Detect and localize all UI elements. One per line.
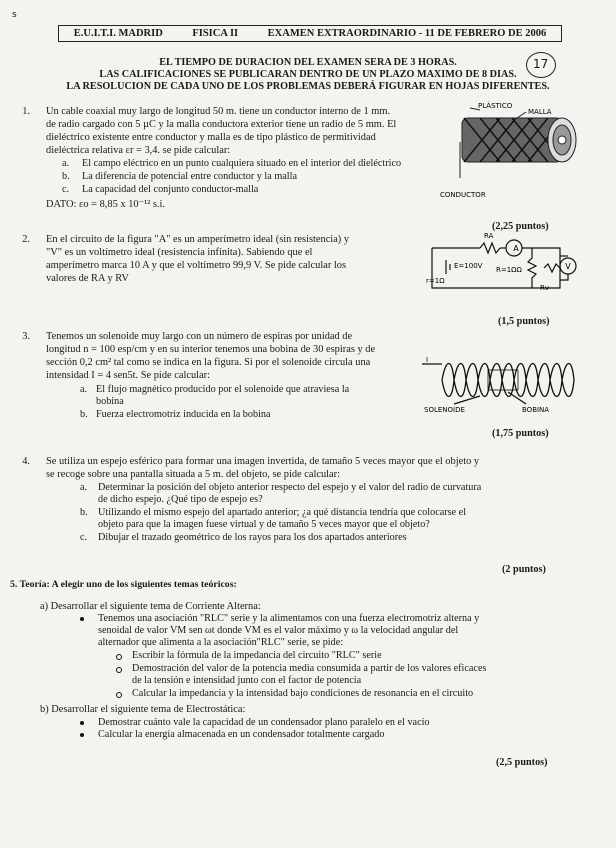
q1-line-1: Un cable coaxial muy largo de longitud 50 m. tiene un conductor interno de 1 mm.	[46, 106, 391, 117]
ra-label: RA	[484, 232, 494, 240]
q2-points: (2,25 puntos)	[492, 221, 549, 232]
q1-number: 1.	[22, 106, 30, 117]
q3-item-a: El flujo magnético producido por el solenoide que atraviesa la	[96, 384, 350, 395]
solenoide-label: SOLENOIDE	[424, 406, 465, 414]
intro-line-3: LA RESOLUCION DE CADA UNO DE LOS PROBLEMAS DEBERÁ FIGURAR EN HOJAS DIFERENTES.	[66, 81, 550, 92]
q2-number: 2.	[22, 234, 30, 245]
ammeter-label: A	[513, 244, 519, 253]
load-r-label: R=1ΩΩ	[496, 266, 522, 274]
solenoid-figure	[418, 352, 590, 422]
circuit-figure	[420, 228, 580, 302]
q1-item-a-letter: a.	[62, 158, 70, 169]
q1-line-2: de radio cargado con 5 µC y la malla conductora exterior tiene un radio de 5 mm. El	[46, 119, 397, 130]
bullet-circle-icon	[116, 654, 122, 660]
q3-points: (1,75 puntos)	[492, 428, 549, 439]
q5-a-text-3: alternador que alimenta a la asociación"RLC" serie, se pide:	[98, 637, 344, 648]
bullet-circle-icon	[116, 692, 122, 698]
q5-b-bullet-1: Demostrar cuánto vale la capacidad de un condensador plano paralelo en el vacío	[98, 717, 430, 728]
q5-b-bullet-2: Calcular la energía almacenada en un condensador totalmente cargado	[98, 729, 385, 740]
bullet-circle-icon	[116, 667, 122, 673]
q1-dato: DATO: εo = 8,85 x 10⁻¹² s.i.	[46, 199, 166, 210]
voltmeter-label: V	[565, 262, 571, 271]
q4-item-b-cont: objeto para que la imagen fuese virtual y de tamaño 5 veces mayor que el objeto?	[98, 519, 430, 530]
q3-line-3: sección 0,2 cm² tal como se indica en la figura. Si por el solenoide circula una	[46, 357, 371, 368]
page-number: 17	[533, 57, 549, 71]
q4-line-1: Se utiliza un espejo esférico para formar una imagen invertida, de tamaño 5 veces mayor que el objeto y	[46, 456, 480, 467]
q1-item-a: El campo eléctrico en un punto cualquiera situado en el interior del dieléctrico	[82, 158, 402, 169]
exam-header	[58, 25, 562, 42]
current-label: I	[426, 356, 429, 364]
q5-points: (2,5 puntos)	[496, 757, 548, 768]
rv-label: Rv	[540, 284, 550, 292]
q3-item-a-letter: a.	[80, 384, 88, 395]
q2-line-1: En el circuito de la figura "A" es un amperímetro ideal (sin resistencia) y	[46, 234, 350, 245]
q5-a-sub-2: Demostración del valor de la potencia media consumida a partir de los valores eficaces	[132, 663, 487, 674]
q2-line-2: "V" es un voltímetro ideal (resistencia infinita). Sabiendo que el	[46, 247, 313, 258]
bullet-dot-icon	[80, 617, 84, 621]
intro-line-1: EL TIEMPO DE DURACION DEL EXAMEN SERA DE 3 HORAS.	[159, 57, 457, 68]
q4-item-a-cont: de dicho espejo. ¿Qué tipo de espejo es?	[98, 494, 263, 505]
q3-item-b-letter: b.	[80, 409, 88, 420]
coaxial-cable-figure	[440, 96, 590, 200]
q4-item-b-letter: b.	[80, 507, 88, 518]
q1-item-b-letter: b.	[62, 171, 70, 182]
q1-line-3: dieléctrico existente entre conductor y malla es de tipo plástico de permitividad	[46, 132, 376, 143]
plastico-label: PLÁSTICO	[478, 102, 513, 110]
malla-label: MALLA	[528, 108, 552, 116]
q5-a-text-2: senoidal de valor VM sen ωt donde VM es el valor máximo y ω la velocidad angular del	[98, 625, 459, 636]
intro-line-2: LAS CALIFICACIONES SE PUBLICARAN DENTRO DE UN PLAZO MAXIMO DE 8 DIAS.	[99, 69, 517, 80]
bullet-dot-icon	[80, 733, 84, 737]
bobina-label: BOBINA	[522, 406, 550, 414]
q1-line-4: dieléctrica relativa εr = 3,4. se pide calcular:	[46, 145, 231, 156]
q4-points: (2 puntos)	[502, 564, 546, 575]
q5-a-sub-3: Calcular la impedancia y la intensidad bajo condiciones de resonancia en el circuito	[132, 688, 474, 699]
q4-item-c: Dibujar el trazado geométrico de los rayos para los dos apartados anteriores	[98, 532, 407, 543]
q4-item-b: Utilizando el mismo espejo del apartado anterior; ¿a qué distancia tendría que colocarse el	[98, 507, 467, 518]
school-name: E.U.I.T.I. MADRID	[73, 28, 163, 39]
q1-item-c: La capacidad del conjunto conductor-malla	[82, 184, 259, 195]
q3-item-a-cont: bobina	[96, 396, 124, 407]
q3-line-4: intensidad I = 4 sen5t. Se pide calcular:	[46, 370, 210, 381]
q5-a-sub-2-cont: de la tensión e intensidad junto con el factor de potencia	[132, 675, 362, 686]
q2-line-4: valores de RA y RV	[46, 273, 129, 284]
corner-mark: s	[12, 10, 17, 20]
q5-title: 5. Teoría: A elegir uno de los siguientes temas teóricos:	[10, 579, 237, 590]
q4-item-a: Determinar la posición del objeto anterior respecto del espejo y el valor del radio de curvatura	[98, 482, 482, 493]
q2-points-after: (1,5 puntos)	[498, 316, 550, 327]
q1-item-c-letter: c.	[62, 184, 70, 195]
q4-item-c-letter: c.	[80, 532, 88, 543]
internal-r-label: r=1Ω	[426, 277, 445, 285]
q4-number: 4.	[22, 456, 30, 467]
q3-number: 3.	[22, 331, 30, 342]
q5-a-text-1: Tenemos una asociación "RLC" serie y la alimentamos con una fuerza electromotriz alterna y	[98, 613, 480, 624]
q1-item-b: La diferencia de potencial entre conductor y la malla	[82, 171, 297, 182]
q3-line-1: Tenemos un solenoide muy largo con un número de espiras por unidad de	[46, 331, 353, 342]
exam-title: EXAMEN EXTRAORDINARIO - 11 DE FEBRERO DE 2006	[267, 28, 547, 39]
q5-a-sub-1: Escribir la fórmula de la impedancia del circuito "RLC" serie	[132, 650, 382, 661]
conductor-label: CONDUCTOR	[440, 191, 486, 199]
bullet-dot-icon	[80, 721, 84, 725]
q2-line-3: amperímetro marca 10 A y que el voltímetro 99,9 V. Se pide calcular los	[46, 260, 347, 271]
q5-a-heading: a) Desarrollar el siguiente tema de Corriente Alterna:	[40, 601, 261, 612]
q3-line-2: longitud n = 100 esp/cm y en su interior tenemos una bobina de 30 espiras y de	[46, 344, 376, 355]
q4-item-a-letter: a.	[80, 482, 88, 493]
subject-name: FISICA II	[192, 28, 239, 39]
q5-b-heading: b) Desarrollar el siguiente tema de Electrostática:	[40, 704, 246, 715]
q3-item-b: Fuerza electromotriz inducida en la bobina	[96, 409, 271, 420]
q4-line-2: se recoge sobre una pantalla situada a 5 m. del objeto, se pide calcular:	[46, 469, 340, 480]
emf-label: E=100V	[454, 262, 483, 270]
